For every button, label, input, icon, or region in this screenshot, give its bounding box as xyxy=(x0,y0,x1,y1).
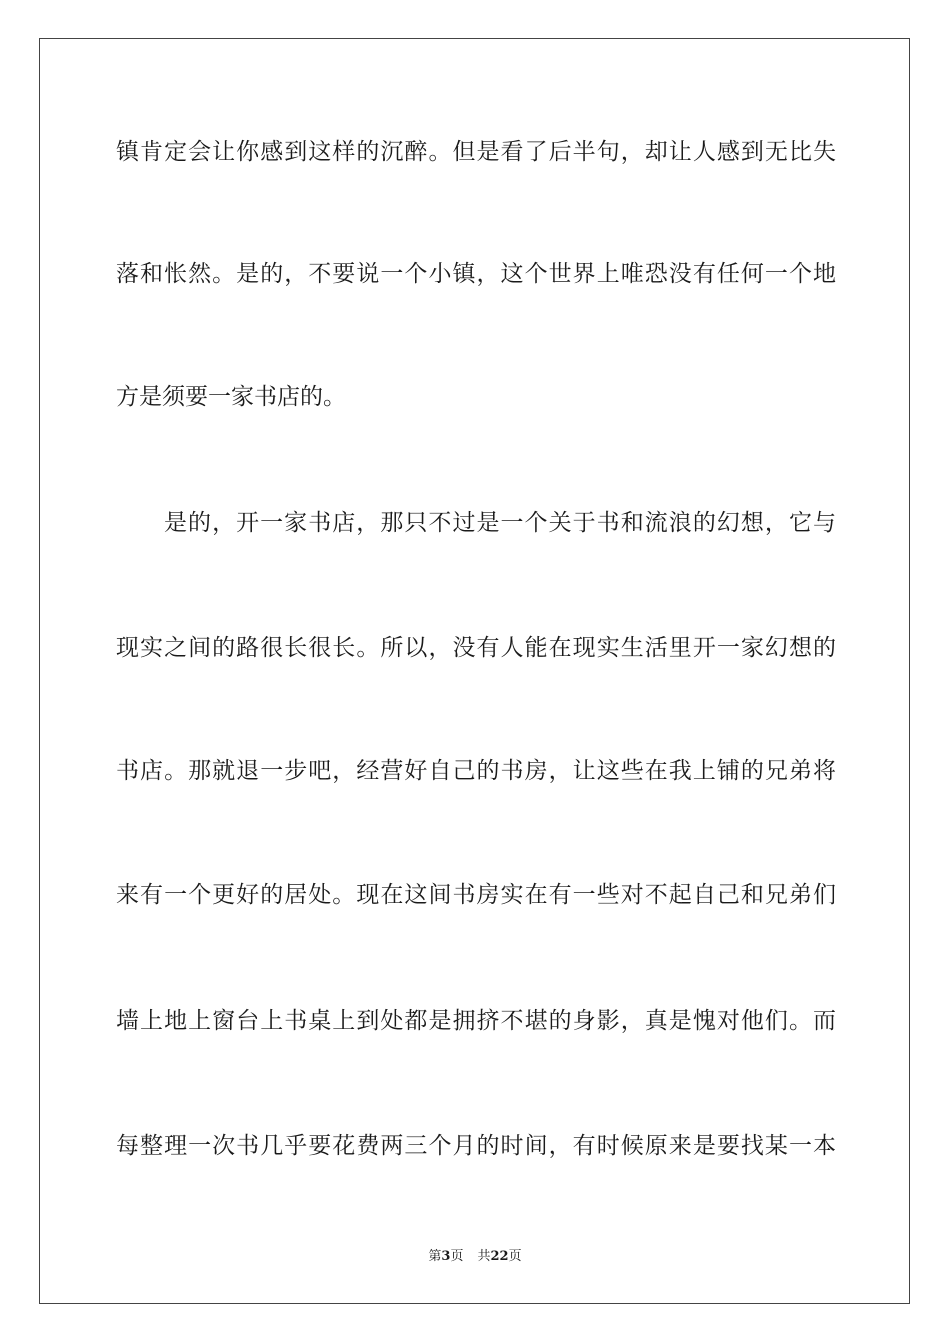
footer-total-pages: 22 xyxy=(490,1249,509,1264)
body-text-line-8: 墙上地上窗台上书桌上到处都是拥挤不堪的身影，真是愧对他们。而 xyxy=(116,1008,836,1034)
body-text-line-6: 书店。那就退一步吧，经营好自己的书房，让这些在我上铺的兄弟将 xyxy=(116,758,836,784)
body-text-line-9: 每整理一次书几乎要花费两三个月的时间，有时候原来是要找某一本 xyxy=(116,1133,836,1159)
footer-page-suffix: 页 xyxy=(450,1249,464,1264)
body-text-line-1: 镇肯定会让你感到这样的沉醉。但是看了后半句，却让人感到无比失 xyxy=(116,139,836,165)
footer-page-number: 3 xyxy=(441,1249,451,1264)
footer-total-suffix: 页 xyxy=(508,1249,522,1264)
footer-page-prefix: 第 xyxy=(428,1249,442,1264)
body-text-line-2: 落和怅然。是的，不要说一个小镇，这个世界上唯恐没有任何一个地 xyxy=(116,261,836,287)
body-text-line-5: 现实之间的路很长很长。所以，没有人能在现实生活里开一家幻想的 xyxy=(116,635,836,661)
body-text-line-3: 方是须要一家书店的。 xyxy=(116,384,346,410)
page-footer xyxy=(0,1248,950,1266)
body-text-line-7: 来有一个更好的居处。现在这间书房实在有一些对不起自己和兄弟们 xyxy=(116,882,836,908)
body-text-line-4: 是的，开一家书店，那只不过是一个关于书和流浪的幻想，它与 xyxy=(164,510,836,536)
page-border xyxy=(39,38,910,1304)
footer-total-prefix: 共 xyxy=(477,1249,491,1264)
